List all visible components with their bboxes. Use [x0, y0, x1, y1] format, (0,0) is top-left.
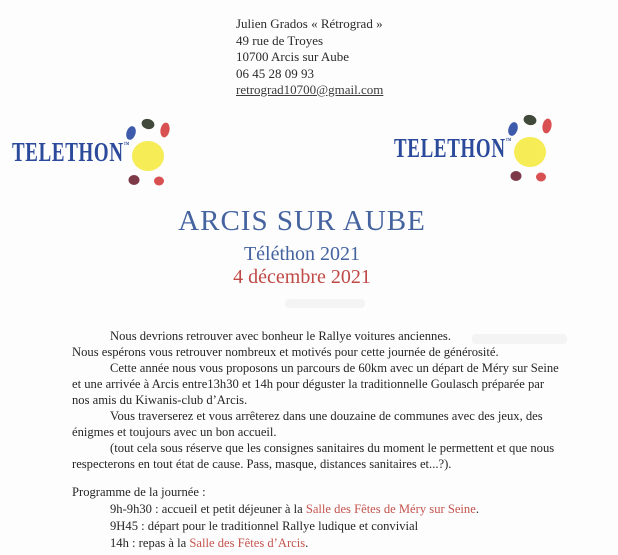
contact-email-link: retrograd10700@gmail.com — [236, 82, 384, 97]
body-line: Vous traverserez et vous arrêterez dans une douzaine de communes avec des jeux, des — [110, 409, 543, 423]
programme-item — [72, 535, 602, 552]
programme-item — [72, 501, 602, 518]
event-date: 4 décembre 2021 — [233, 266, 371, 288]
contact-address-line1: 49 rue de Troyes — [236, 32, 324, 48]
programme-item — [72, 518, 602, 535]
venue-highlight: Salle des Fêtes d’Arcis — [189, 536, 306, 550]
venue-highlight: Salle des Fêtes de Méry sur Seine — [305, 502, 476, 516]
programme-heading: Programme de la journée : — [72, 485, 206, 499]
page-title: ARCIS SUR AUBE — [178, 205, 426, 237]
trademark-mark: ™ — [123, 139, 130, 149]
event-subtitle: Téléthon 2021 — [243, 243, 361, 265]
programme-item-suffix: . — [475, 502, 479, 516]
contact-name: Julien Grados « Rétrograd » — [236, 16, 383, 31]
body-line: Nous devrions retrouver avec bonheur le Rallye voitures anciennes. — [110, 329, 451, 343]
programme-item-text: 9H45 : départ pour le traditionnel Rallye ludique et convivial — [110, 519, 419, 533]
body-line: Nous espérons vous retrouver nombreux et motivés pour cette journée de générosité. — [72, 345, 499, 359]
telethon-sun-icon — [121, 117, 173, 187]
trademark-mark: ™ — [505, 135, 512, 145]
programme-item-text: 14h : repas à la — [110, 536, 190, 550]
telethon-wordmark: TELETHON™ — [394, 132, 512, 163]
telethon-logo-left — [12, 116, 173, 188]
contact-block — [236, 16, 383, 99]
letter-body — [72, 328, 602, 472]
scan-artifact — [285, 299, 365, 308]
body-line: et une arrivée à Arcis entre13h30 et 14h pour déguster la traditionnelle Goulasch préparée par — [72, 377, 545, 391]
body-line: énigmes et toujours avec un bon accueil. — [72, 425, 277, 439]
body-line: Cette année nous vous proposons un parcours de 60km avec un départ de Méry sur Seine — [110, 361, 559, 375]
telethon-sun-icon — [503, 113, 555, 183]
contact-address-line2: 10700 Arcis sur Aube — [236, 49, 350, 64]
telethon-wordmark: TELETHON™ — [12, 136, 130, 167]
programme-item-suffix: . — [305, 536, 309, 550]
body-line: (tout cela sous réserve que les consignes sanitaires du moment le permettent et que nous — [110, 441, 555, 455]
body-line: respecterons en tout état de cause. Pass, masque, distances sanitaires et...?). — [72, 457, 452, 471]
contact-phone: 06 45 28 09 93 — [236, 65, 314, 81]
programme-item-text: 9h-9h30 : accueil et petit déjeuner à la — [110, 502, 306, 516]
telethon-logo-right — [394, 112, 555, 184]
programme-section — [72, 484, 602, 552]
body-line: nos amis du Kiwanis-club d’Arcis. — [72, 393, 248, 407]
